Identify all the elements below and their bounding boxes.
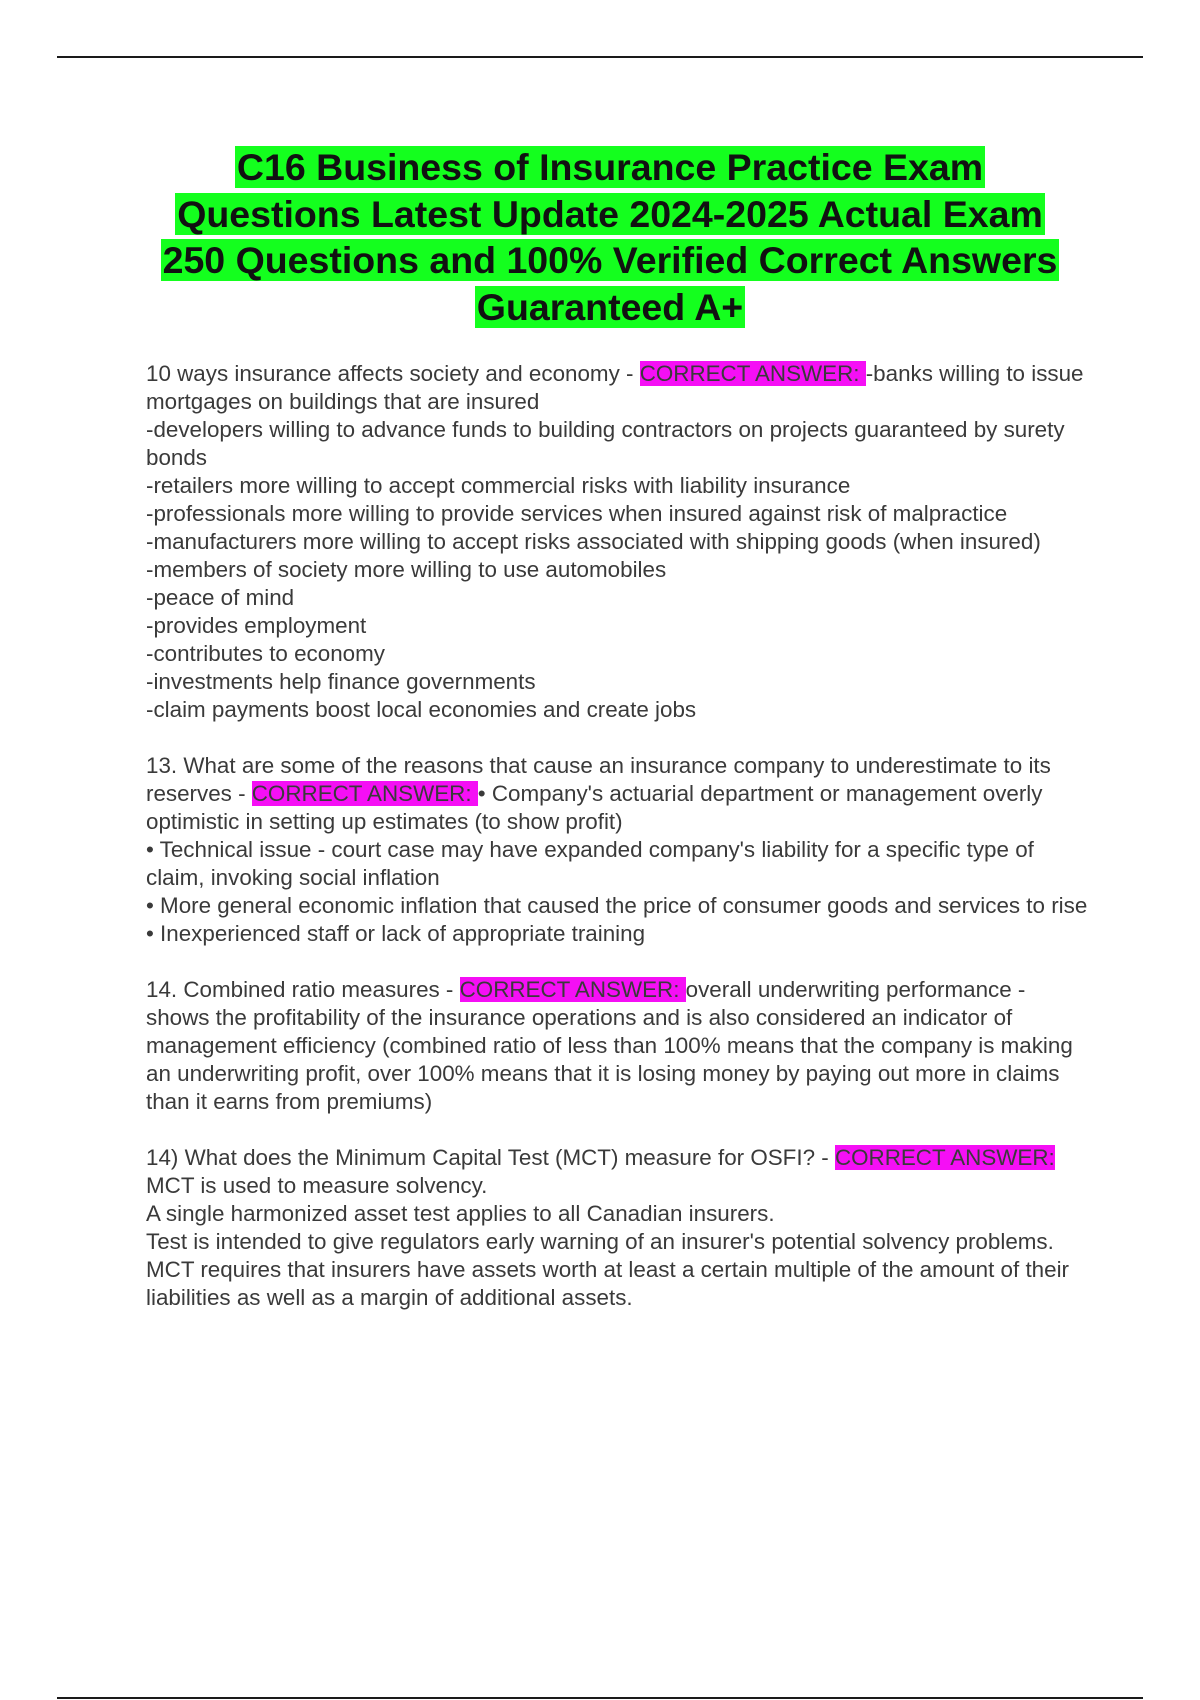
answer-line: • Inexperienced staff or lack of appropriate training [146, 921, 646, 946]
qa-first-line [146, 360, 1091, 416]
answer-line: MCT requires that insurers have assets worth at least a certain multiple of the amount of their liabilities as well as a margin of additional assets. [146, 1257, 1070, 1310]
qa-item-4 [146, 1144, 1091, 1312]
qa-item-3 [146, 976, 1091, 1116]
qa-item-2 [146, 752, 1091, 948]
question-text: 13. What are some of the reasons that cause an insurance company to underestimate to its reserves - [146, 753, 1051, 806]
footer-rule [57, 1697, 1143, 1699]
correct-answer-label: CORRECT ANSWER: [639, 361, 866, 386]
answer-text: • Company's actuarial department or management overly optimistic in setting up estimates (to show profit) [146, 781, 1043, 834]
answer-line: -claim payments boost local economies and create jobs [146, 697, 697, 722]
qa-list [146, 360, 1091, 1340]
answer-line: -investments help finance governments [146, 669, 536, 694]
correct-answer-label: CORRECT ANSWER: [459, 977, 686, 1002]
qa-first-line [146, 976, 1091, 1116]
answer-line: -manufacturers more willing to accept risks associated with shipping goods (when insured) [146, 529, 1041, 554]
question-text: 14. Combined ratio measures - [146, 977, 460, 1002]
answer-line: • More general economic inflation that caused the price of consumer goods and services to rise [146, 893, 1088, 918]
question-text: 14) What does the Minimum Capital Test (MCT) measure for OSFI? - [146, 1145, 835, 1170]
answer-line: • Technical issue - court case may have expanded company's liability for a specific type of claim, invoking social inflation [146, 837, 1034, 890]
answer-line: -retailers more willing to accept commercial risks with liability insurance [146, 473, 851, 498]
title-highlight: C16 Business of Insurance Practice Exam Questions Latest Update 2024-2025 Actual Exam 250 Questions and 100% Verified Correct Answers Guaranteed A+ [162, 146, 1058, 328]
qa-item-1 [146, 360, 1091, 724]
correct-answer-label: CORRECT ANSWER: [251, 781, 478, 806]
answer-line: -provides employment [146, 613, 367, 638]
answer-line: Test is intended to give regulators early warning of an insurer's potential solvency problems. [146, 1229, 1054, 1254]
answer-line: -members of society more willing to use automobiles [146, 557, 667, 582]
answer-line: -contributes to economy [146, 641, 385, 666]
answer-text: overall underwriting performance - shows the profitability of the insurance operations and is also considered an indicator of management efficiency (combined ratio of less than 100% means that the company is making an underwriting profit, over 100% means that it is losing money by paying out more in claims than it earns from premiums) [146, 977, 1073, 1114]
answer-line: -developers willing to advance funds to building contractors on projects guaranteed by surety bonds [146, 417, 1065, 470]
answer-line: -peace of mind [146, 585, 295, 610]
answer-line: A single harmonized asset test applies to all Canadian insurers. [146, 1201, 775, 1226]
question-text: 10 ways insurance affects society and economy - [146, 361, 640, 386]
qa-first-line [146, 1144, 1091, 1200]
answer-text: MCT is used to measure solvency. [146, 1173, 488, 1198]
answer-line: -professionals more willing to provide services when insured against risk of malpractice [146, 501, 1008, 526]
header-rule [57, 56, 1143, 58]
correct-answer-label: CORRECT ANSWER: [834, 1145, 1055, 1170]
qa-first-line [146, 752, 1091, 836]
answer-text: -banks willing to issue mortgages on buildings that are insured [146, 361, 1084, 414]
document-title [140, 144, 1080, 330]
